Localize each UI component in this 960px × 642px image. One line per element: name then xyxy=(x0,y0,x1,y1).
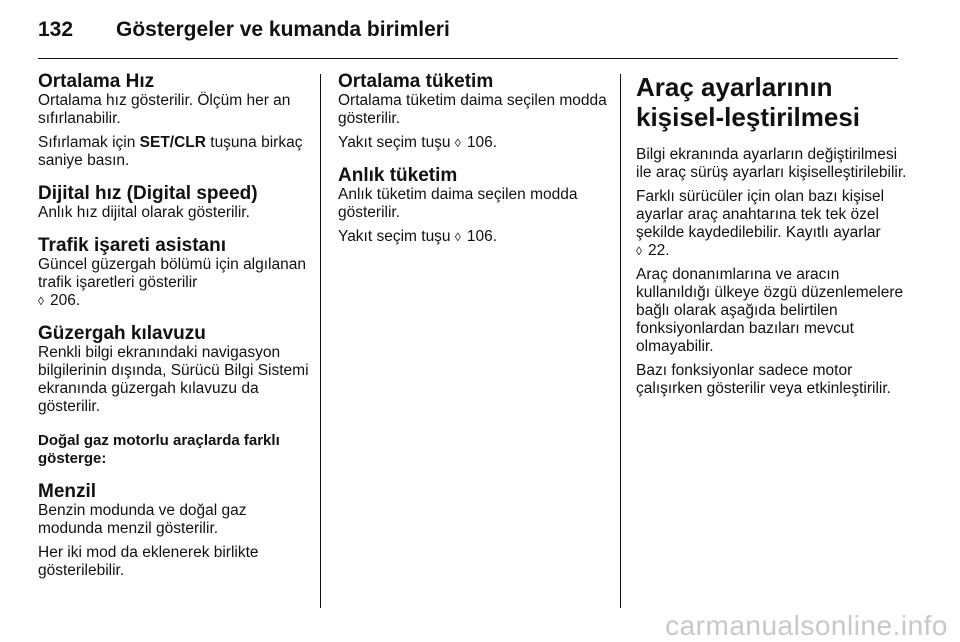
paragraph: Benzin modunda ve doğal gaz modunda menzil gösterilir. xyxy=(38,502,247,537)
paragraph: Bazı fonksiyonlar sadece motor çalışırken gösterilir veya etkinleştirilir. xyxy=(636,362,891,397)
section-heading-average-speed: Ortalama Hız xyxy=(38,71,155,92)
section-heading-traffic-sign: Trafik işareti asistanı xyxy=(38,235,226,256)
section-heading-personalisation: Araç ayarlarının kişisel-leştirilmesi xyxy=(636,72,861,132)
paragraph: Renkli bilgi ekranındaki navigasyon bilgilerinin dışında, Sürücü Bilgi Sistemi ekranında güzergah kılavuzu da gösterilir. xyxy=(38,344,309,415)
section-heading-instant-consumption: Anlık tüketim xyxy=(338,165,458,186)
section-heading-route-guidance: Güzergah kılavuzu xyxy=(38,323,206,344)
page-reference-icon: ◊ xyxy=(454,136,461,150)
column-divider-2 xyxy=(620,74,621,608)
watermark: carmanualsonline.info xyxy=(665,610,948,641)
paragraph xyxy=(636,188,908,260)
column-middle xyxy=(338,72,610,252)
paragraph: Araç donanımlarına ve aracın kullanıldığı ülkeye özgü düzenlemelere bağlı olarak aşağıda belirtilen fonksiyonlardan bazıları mevcut olmayabilir. xyxy=(636,266,904,355)
paragraph: Ortalama tüketim daima seçilen modda gösterilir. xyxy=(338,92,607,127)
page-reference[interactable]: 106. xyxy=(466,228,498,245)
text-span: Farklı sürücüler için olan bazı kişisel ayarlar araç anahtarına tek tek özel şekilde kaydedilebilir. Kayıtlı ayarlar xyxy=(636,188,885,241)
page-reference-icon: ◊ xyxy=(454,230,461,244)
header-divider xyxy=(38,58,898,59)
paragraph: Anlık tüketim daima seçilen modda gösterilir. xyxy=(338,186,578,221)
bold-key-label: SET/CLR xyxy=(139,134,206,151)
page-title: Göstergeler ve kumanda birimleri xyxy=(116,18,450,41)
page-reference-icon: ◊ xyxy=(38,294,44,308)
paragraph xyxy=(38,256,310,310)
page-reference[interactable]: 22. xyxy=(648,242,670,259)
page-reference-icon: ◊ xyxy=(636,244,642,258)
text-span: tuşuna birkaç saniye basın. xyxy=(38,134,303,169)
text-span: Yakıt seçim tuşu xyxy=(338,134,451,151)
paragraph: Her iki mod da eklenerek birlikte gösterilebilir. xyxy=(38,544,259,579)
page-number: 132 xyxy=(38,18,74,41)
paragraph xyxy=(38,134,310,170)
paragraph: Ortalama hız gösterilir. Ölçüm her an sıfırlanabilir. xyxy=(38,92,291,127)
section-heading-digital-speed: Dijital hız (Digital speed) xyxy=(38,183,258,204)
text-span: Yakıt seçim tuşu xyxy=(338,228,451,245)
paragraph: Anlık hız dijital olarak gösterilir. xyxy=(38,204,250,221)
section-heading-range: Menzil xyxy=(38,481,97,502)
paragraph xyxy=(338,134,610,152)
section-heading-average-consumption: Ortalama tüketim xyxy=(338,71,494,92)
page-header xyxy=(38,8,898,48)
page-reference[interactable]: 106. xyxy=(466,134,498,151)
paragraph: Bilgi ekranında ayarların değiştirilmesi ile araç sürüş ayarları kişiselleştirilebilir. xyxy=(636,146,907,181)
text-span: Sıfırlamak için xyxy=(38,134,140,151)
note-heading: Doğal gaz motorlu araçlarda farklı gösterge: xyxy=(38,432,280,467)
column-left xyxy=(38,72,310,586)
column-right xyxy=(636,72,908,404)
text-span: Güncel güzergah bölümü için algılanan trafik işaretleri gösterilir xyxy=(38,256,306,291)
paragraph xyxy=(338,228,610,246)
column-divider-1 xyxy=(320,74,321,608)
page-reference[interactable]: 206. xyxy=(50,292,81,309)
